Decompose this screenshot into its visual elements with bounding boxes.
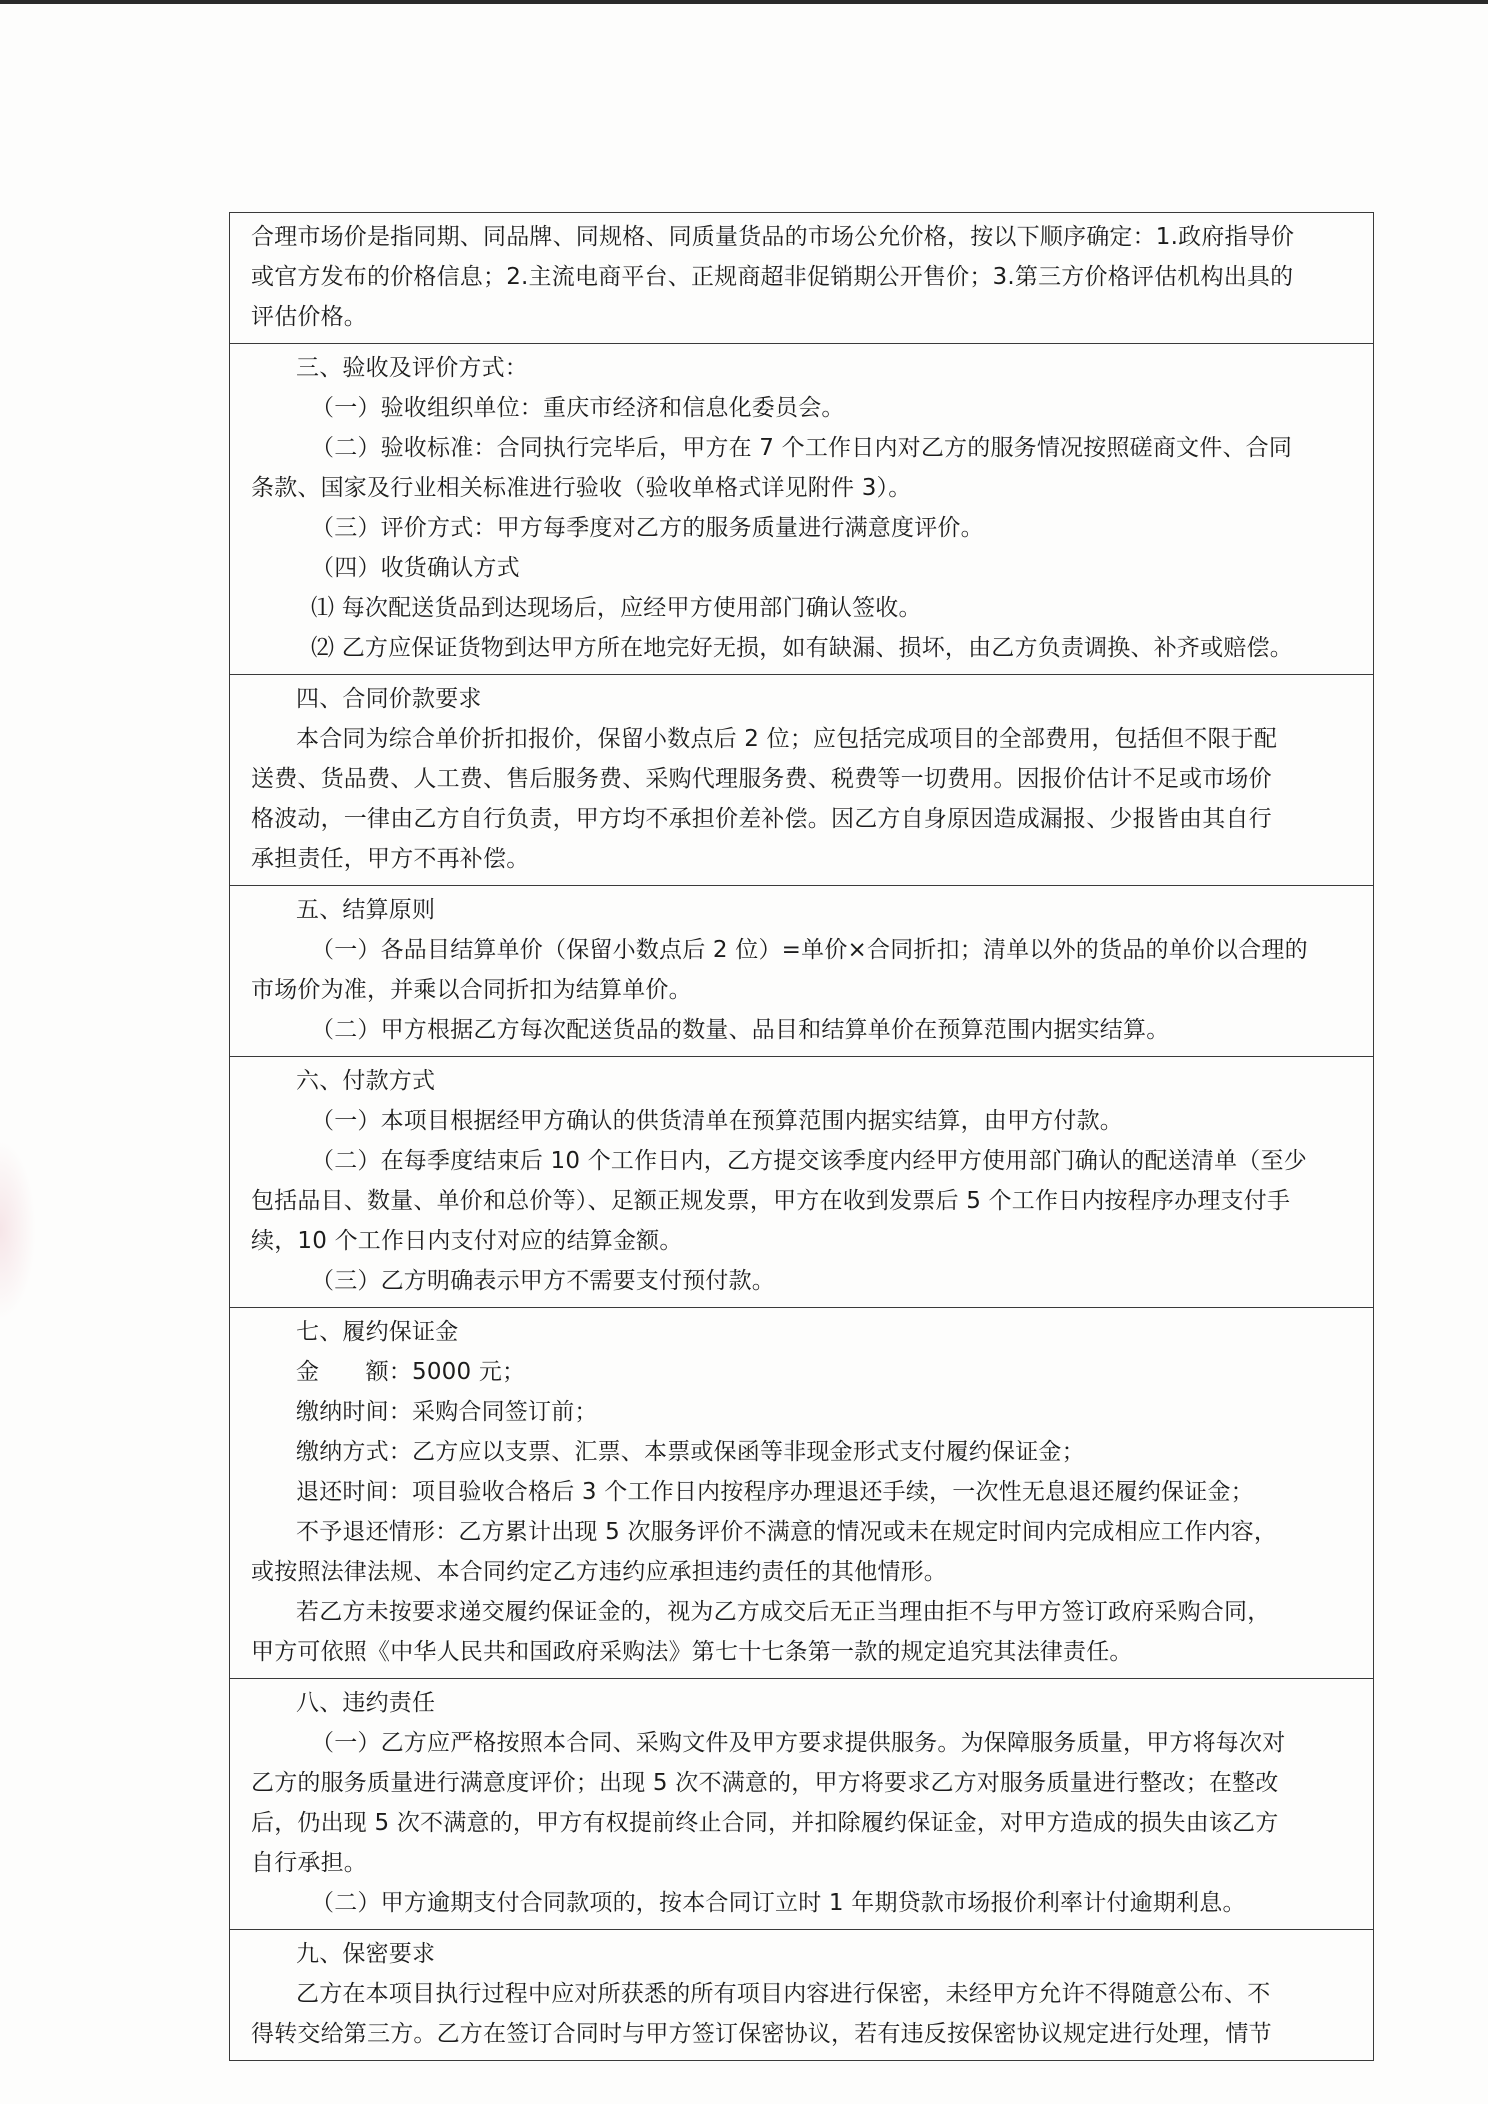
text-line: 或官方发布的价格信息；2.主流电商平台、正规商超非促销期公开售价；3.第三方价格评估机构出具的 (251, 264, 1294, 290)
section-row-deposit (230, 1308, 1374, 1679)
seal-shadow (0, 1140, 36, 1320)
text-line: 包括品目、数量、单价和总价等）、足额正规发票，甲方在收到发票后 5 个工作日内按程序办理支付手 (251, 1188, 1291, 1214)
text-line: （一）本项目根据经甲方确认的供货清单在预算范围内据实结算，由甲方付款。 (311, 1108, 1123, 1134)
text-line: 条款、国家及行业相关标准进行验收（验收单格式详见附件 3）。 (251, 475, 912, 501)
text-line: 甲方可依照《中华人民共和国政府采购法》第七十七条第一款的规定追究其法律责任。 (251, 1639, 1133, 1665)
text-line: （二）在每季度结束后 10 个工作日内，乙方提交该季度内经甲方使用部门确认的配送清单（至少 (311, 1148, 1307, 1174)
text-line: 或按照法律法规、本合同约定乙方违约应承担违约责任的其他情形。 (251, 1559, 947, 1585)
text-line: 本合同为综合单价折扣报价，保留小数点后 2 位；应包括完成项目的全部费用，包括但不限于配 (296, 726, 1278, 752)
text-line: 缴纳方式：乙方应以支票、汇票、本票或保函等非现金形式支付履约保证金； (296, 1439, 1085, 1465)
text-line: 市场价为准，并乘以合同折扣为结算单价。 (251, 977, 692, 1003)
text-line: 格波动，一律由乙方自行负责，甲方均不承担价差补偿。因乙方自身原因造成漏报、少报皆由其自行 (251, 806, 1272, 832)
section-row-price-requirements (230, 675, 1374, 886)
text-line: （二）甲方逾期支付合同款项的，按本合同订立时 1 年期贷款市场报价利率计付逾期利息。 (311, 1890, 1246, 1916)
text-line: 续，10 个工作日内支付对应的结算金额。 (251, 1228, 683, 1254)
text-line: 五、结算原则 (296, 897, 436, 923)
text-line: （二）验收标准：合同执行完毕后，甲方在 7 个工作日内对乙方的服务情况按照磋商文件、合同 (311, 435, 1293, 461)
text-line: ⑵ 乙方应保证货物到达甲方所在地完好无损，如有缺漏、损坏，由乙方负责调换、补齐或赔偿。 (311, 635, 1293, 661)
text-line: （三）乙方明确表示甲方不需要支付预付款。 (311, 1268, 775, 1294)
section-cell (230, 1679, 1374, 1930)
text-line: 金 额：5000 元； (296, 1359, 526, 1385)
section-cell (230, 344, 1374, 675)
section-row-settlement (230, 886, 1374, 1057)
section-cell (230, 675, 1374, 886)
section-row-liability (230, 1679, 1374, 1930)
text-line: ⑴ 每次配送货品到达现场后，应经甲方使用部门确认签收。 (311, 595, 922, 621)
section-cell (230, 1308, 1374, 1679)
section-cell (230, 886, 1374, 1057)
text-line: （三）评价方式：甲方每季度对乙方的服务质量进行满意度评价。 (311, 515, 984, 541)
text-line: 八、违约责任 (296, 1690, 436, 1716)
contract-terms-table (229, 212, 1374, 2061)
section-row-acceptance (230, 344, 1374, 675)
text-line: （一）验收组织单位：重庆市经济和信息化委员会。 (311, 395, 845, 421)
text-line: 得转交给第三方。乙方在签订合同时与甲方签订保密协议，若有违反按保密协议规定进行处理，情节 (251, 2021, 1272, 2047)
text-line: 承担责任，甲方不再补偿。 (251, 846, 530, 872)
text-line: 三、验收及评价方式： (296, 355, 528, 381)
section-cell (230, 1930, 1374, 2061)
text-line: 缴纳时间：采购合同签订前； (296, 1399, 598, 1425)
text-line: （四）收货确认方式 (311, 555, 520, 581)
text-line: 七、履约保证金 (296, 1319, 459, 1345)
text-line: 不予退还情形：乙方累计出现 5 次服务评价不满意的情况或未在规定时间内完成相应工作内容， (296, 1519, 1278, 1545)
text-line: 退还时间：项目验收合格后 3 个工作日内按程序办理退还手续，一次性无息退还履约保证金； (296, 1479, 1254, 1505)
section-cell (230, 1057, 1374, 1308)
text-line: （二）甲方根据乙方每次配送货品的数量、品目和结算单价在预算范围内据实结算。 (311, 1017, 1170, 1043)
text-line: 六、付款方式 (296, 1068, 436, 1094)
section-cell (230, 213, 1374, 344)
scan-top-edge (0, 0, 1488, 4)
text-line: （一）各品目结算单价（保留小数点后 2 位）=单价×合同折扣；清单以外的货品的单价以合理的 (311, 937, 1308, 963)
section-row-confidentiality (230, 1930, 1374, 2061)
text-line: 乙方在本项目执行过程中应对所获悉的所有项目内容进行保密，未经甲方允许不得随意公布、不 (296, 1981, 1271, 2007)
text-line: 若乙方未按要求递交履约保证金的，视为乙方成交后无正当理由拒不与甲方签订政府采购合同， (296, 1599, 1271, 1625)
section-row-payment (230, 1057, 1374, 1308)
text-line: 四、合同价款要求 (296, 686, 482, 712)
text-line: 送费、货品费、人工费、售后服务费、采购代理服务费、税费等一切费用。因报价估计不足或市场价 (251, 766, 1272, 792)
text-line: 后，仍出现 5 次不满意的，甲方有权提前终止合同，并扣除履约保证金，对甲方造成的损失由该乙方 (251, 1810, 1279, 1836)
text-line: 乙方的服务质量进行满意度评价；出现 5 次不满意的，甲方将要求乙方对服务质量进行整改；在整改 (251, 1770, 1279, 1796)
text-line: 自行承担。 (251, 1850, 367, 1876)
text-line: 合理市场价是指同期、同品牌、同规格、同质量货品的市场公允价格，按以下顺序确定：1.政府指导价 (251, 224, 1295, 250)
text-line: 评估价格。 (251, 304, 367, 330)
text-line: 九、保密要求 (296, 1941, 436, 1967)
section-row-market-price (230, 213, 1374, 344)
text-line: （一）乙方应严格按照本合同、采购文件及甲方要求提供服务。为保障服务质量，甲方将每次对 (311, 1730, 1286, 1756)
